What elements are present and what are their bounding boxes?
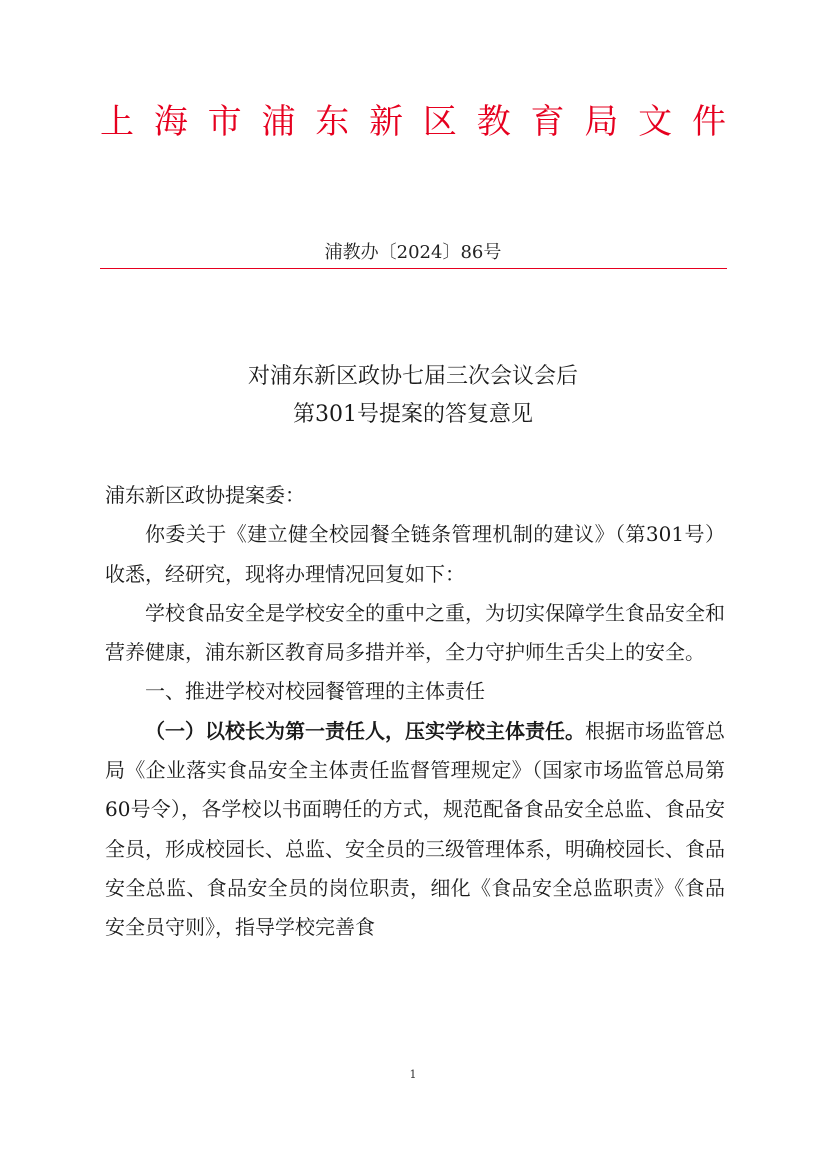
subsection-1-paragraph <box>105 712 725 948</box>
issuing-authority-title: 上海市浦东新区教育局文件 <box>100 102 726 142</box>
section-heading-1: 一、推进学校对校园餐管理的主体责任 <box>145 679 485 704</box>
red-separator-line <box>100 268 727 269</box>
subsection-1-lead: （一）以校长为第一责任人，压实学校主体责任。 <box>145 718 585 743</box>
document-body <box>105 476 725 948</box>
document-subject <box>100 358 726 434</box>
subject-line-2: 第301号提案的答复意见 <box>293 402 533 427</box>
salutation: 浦东新区政协提案委： <box>105 483 305 507</box>
paragraph-receipt: 你委关于《建立健全校园餐全链条管理机制的建议》（第301号）收悉，经研究，现将办理情况回复如下： <box>105 522 725 586</box>
document-number: 浦教办〔2024〕86号 <box>324 242 502 263</box>
subsection-1-text: 根据市场监管总局《企业落实食品安全主体责任监督管理规定》（国家市场监管总局第60号令），各学校以书面聘任的方式，规范配备食品安全总监、食品安全员，形成校园长、总监、安全员的三级管理体系，明确校园长、食品安全总监、食品安全员的岗位职责，细化《食品安全总监职责》《食品安全员守则》，指导学校完善食 <box>105 718 725 940</box>
page-number: 1 <box>409 1068 417 1081</box>
paragraph-intro: 学校食品安全是学校安全的重中之重，为切实保障学生食品安全和营养健康，浦东新区教育局多措并举，全力守护师生舌尖上的安全。 <box>105 600 725 665</box>
subject-line-1: 对浦东新区政协七届三次会议会后 <box>247 364 578 389</box>
